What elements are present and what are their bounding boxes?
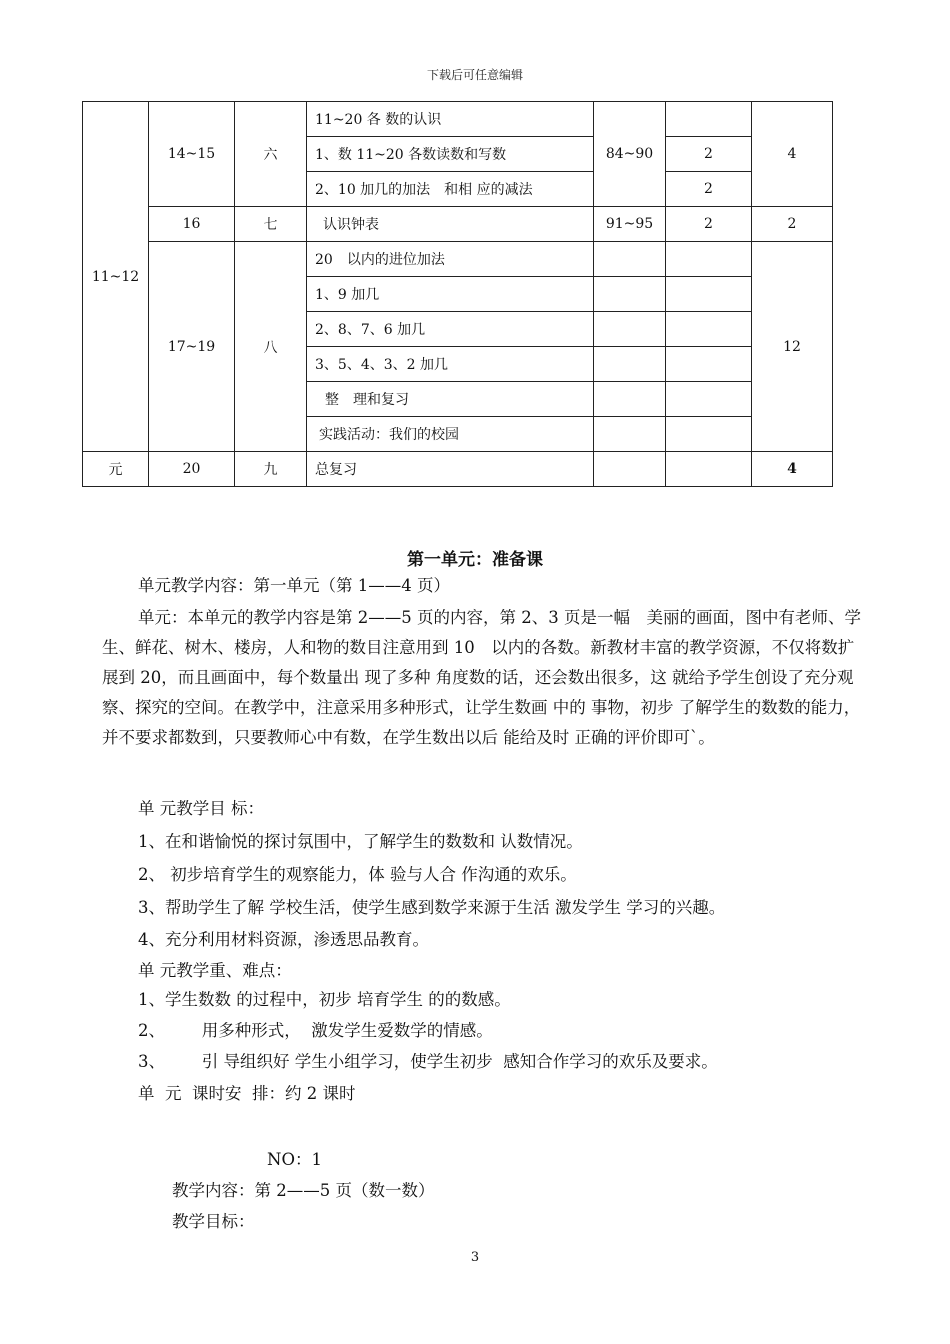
table-cell: 2、8、7、6 加几 [307,312,594,347]
page-header: 下载后可任意编辑 [426,68,523,82]
table-cell [594,452,666,487]
table-cell [666,382,752,417]
table-cell: 12 [752,242,833,452]
table-cell [594,417,666,452]
table-cell: 2、10 加几的加法 和相 应的减法 [307,172,594,207]
table-cell: 16 [149,207,235,242]
table-cell: 认识钟表 [307,207,594,242]
table-row [83,102,833,137]
page-number: 3 [470,1250,480,1265]
table-cell: 11~12 [83,102,149,452]
table-row [83,207,833,242]
goal-item: 2、 初步培育学生的观察能力，体 验与人合 作沟通的欢乐。 [138,865,577,884]
table-cell: 九 [235,452,307,487]
table-cell: 2 [666,137,752,172]
table-cell: 六 [235,102,307,207]
lesson-content: 教学内容：第 2——5 页（数一数） [172,1181,435,1200]
table-cell [666,452,752,487]
goal-item: 3、帮助学生了解 学校生活，使学生感到数学来源于生活 激发学生 学习的兴趣。 [138,898,726,917]
table-cell: 元 [83,452,149,487]
table-cell: 4 [752,452,833,487]
table-cell: 整 理和复习 [307,382,594,417]
goal-heading: 单 元教学目 标： [138,799,264,818]
table-cell [666,312,752,347]
unit-content-line: 单元教学内容：第一单元（第 1——4 页） [138,576,450,595]
table-cell: 11~20 各 数的认识 [307,102,594,137]
table-cell: 91~95 [594,207,666,242]
table-cell: 八 [235,242,307,452]
table-cell: 2 [666,207,752,242]
table-cell: 20 以内的进位加法 [307,242,594,277]
schedule-table [82,101,833,487]
table-cell: 84~90 [594,102,666,207]
key-point-item: 3、 引 导组织好 学生小组学习，使学生初步 感知合作学习的欢乐及要求。 [138,1052,718,1071]
key-point-item: 1、学生数数 的过程中，初步 培育学生 的的数感。 [138,990,511,1009]
table-cell [594,242,666,277]
table-cell: 2 [666,172,752,207]
table-cell [594,347,666,382]
key-points-heading: 单 元教学重、难点： [138,961,292,980]
lesson-goal-heading: 教学目标： [172,1212,255,1231]
table-cell [666,242,752,277]
unit-intro-paragraph: 单元：本单元的教学内容是第 2——5 页的内容，第 2、3 页是一幅 美丽的画面，图中有老师、学生、鲜花、树木、楼房，人和物的数目注意用到 10 以内的各数。新教材丰富的教学资源，不仅将数扩展到 20，而且画面中，每个数量出 现了多种 角度数的话，还会数出很多，这 就给予学生创设了充分观察、探究的空间。在教学中，注意采用多种形式，让学生数画 中的 事物，初步 了解学生的数数的能力，并不要求都数到，只要教师心中有数，在学生数出以后 能给及时 正确的评价即可`。 [102,608,861,747]
table-cell [594,277,666,312]
table-cell: 20 [149,452,235,487]
table-cell [666,102,752,137]
lesson-number: NO：1 [267,1150,322,1169]
section-title: 第一单元：准备课 [407,550,543,570]
table-cell: 17~19 [149,242,235,452]
table-cell [666,417,752,452]
table-cell [594,312,666,347]
table-cell [666,277,752,312]
table-cell: 4 [752,102,833,207]
table-cell: 实践活动：我们的校园 [307,417,594,452]
table-cell: 14~15 [149,102,235,207]
goal-item: 1、在和谐愉悦的探讨氛围中，了解学生的数数和 认数情况。 [138,832,583,851]
class-hours-line: 单 元 课时安 排：约 2 课时 [138,1084,356,1103]
table-row [83,242,833,277]
table-cell: 1、9 加几 [307,277,594,312]
table-cell [594,382,666,417]
goal-item: 4、充分利用材料资源，渗透思品教育。 [138,930,429,949]
table-cell: 七 [235,207,307,242]
table-cell: 总复习 [307,452,594,487]
table-cell: 2 [752,207,833,242]
key-point-item: 2、 用多种形式， 激发学生爱数学的情感。 [138,1021,493,1040]
table-cell: 3、5、4、3、2 加几 [307,347,594,382]
table-row [83,452,833,487]
table-cell [666,347,752,382]
table-cell: 1、数 11~20 各数读数和写数 [307,137,594,172]
